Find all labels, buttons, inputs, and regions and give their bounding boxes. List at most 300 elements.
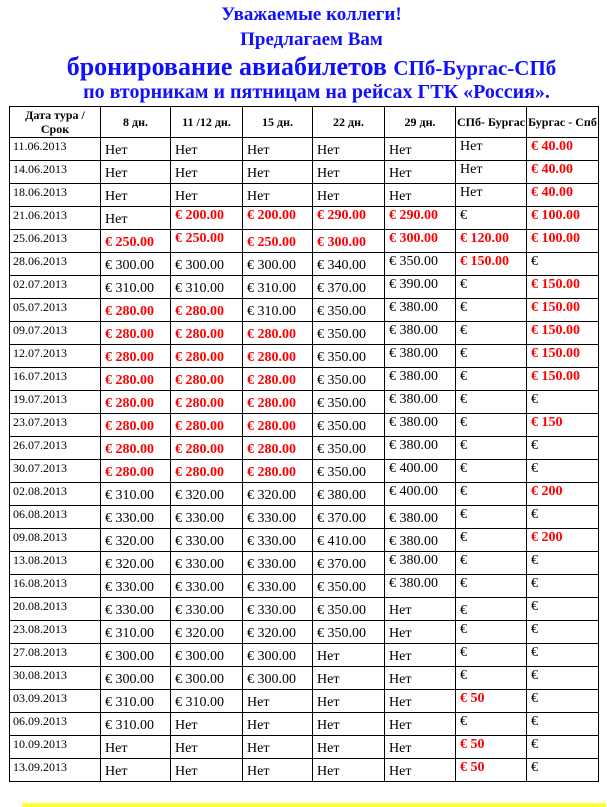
highlighted-price: € 100.00	[531, 231, 580, 246]
price-value: €	[460, 277, 467, 292]
price-cell-spb-burgas	[456, 460, 527, 483]
date-text: 16.07.2013	[13, 369, 67, 383]
date-cell	[10, 644, 101, 667]
date-text: 23.07.2013	[13, 415, 67, 429]
price-cell-22-days	[313, 506, 385, 529]
highlighted-price: € 150.00	[531, 277, 580, 292]
price-cell-11-12-days	[171, 230, 243, 253]
highlighted-price: € 280.00	[105, 373, 154, 388]
price-cell-8-days	[101, 184, 171, 207]
price-cell-15-days	[243, 483, 313, 506]
price-value: €	[531, 645, 538, 660]
column-header-date-term: Дата тура / Срок	[10, 107, 101, 138]
price-cell-spb-burgas	[456, 161, 527, 184]
highlighted-price: € 40.00	[531, 185, 573, 200]
table-row	[10, 736, 599, 759]
price-cell-29-days	[385, 276, 456, 299]
price-cell-22-days	[313, 552, 385, 575]
price-value: €	[460, 553, 467, 568]
price-value: € 310.00	[105, 695, 154, 710]
price-cell-15-days	[243, 598, 313, 621]
date-cell	[10, 230, 101, 253]
table-row	[10, 391, 599, 414]
price-cell-8-days	[101, 345, 171, 368]
price-cell-29-days	[385, 368, 456, 391]
date-cell	[10, 276, 101, 299]
price-value: Нет	[105, 143, 128, 158]
price-value: €	[531, 691, 538, 706]
table-row	[10, 184, 599, 207]
date-text: 09.08.2013	[13, 530, 67, 544]
price-value: €	[460, 461, 467, 476]
price-value: €	[460, 714, 467, 729]
price-cell-11-12-days	[171, 414, 243, 437]
price-cell-11-12-days	[171, 345, 243, 368]
price-cell-burgas-spb	[527, 736, 599, 759]
price-value: €	[460, 576, 467, 591]
price-value: € 330.00	[105, 580, 154, 595]
price-cell-8-days	[101, 713, 171, 736]
price-cell-8-days	[101, 667, 171, 690]
price-value: € 300.00	[175, 672, 224, 687]
date-text: 13.08.2013	[13, 553, 67, 567]
booking-heading	[8, 52, 607, 82]
date-text: 21.06.2013	[13, 208, 67, 222]
table-row	[10, 161, 599, 184]
table-row	[10, 368, 599, 391]
price-value: Нет	[317, 166, 340, 181]
price-cell-29-days	[385, 483, 456, 506]
date-text: 28.06.2013	[13, 254, 67, 268]
price-cell-11-12-days	[171, 552, 243, 575]
price-cell-8-days	[101, 506, 171, 529]
price-cell-8-days	[101, 759, 171, 782]
booking-heading-main: бронирование авиабилетов	[66, 52, 387, 81]
price-value: € 330.00	[247, 580, 296, 595]
price-value: Нет	[247, 718, 270, 733]
price-cell-29-days	[385, 414, 456, 437]
date-text: 27.08.2013	[13, 645, 67, 659]
price-cell-burgas-spb	[527, 598, 599, 621]
price-value: € 400.00	[389, 461, 438, 476]
price-cell-spb-burgas	[456, 575, 527, 598]
highlighted-price: € 280.00	[175, 396, 224, 411]
price-value: € 320.00	[175, 626, 224, 641]
highlighted-price: € 280.00	[175, 465, 224, 480]
price-value: Нет	[105, 212, 128, 227]
date-cell	[10, 138, 101, 161]
price-value: € 320.00	[247, 488, 296, 503]
price-cell-11-12-days	[171, 299, 243, 322]
price-value: € 300.00	[105, 672, 154, 687]
price-value: € 330.00	[175, 557, 224, 572]
price-cell-11-12-days	[171, 207, 243, 230]
price-cell-8-days	[101, 460, 171, 483]
column-header-22-days: 22 дн.	[313, 107, 385, 138]
price-cell-22-days	[313, 276, 385, 299]
price-cell-11-12-days	[171, 483, 243, 506]
price-value: €	[531, 737, 538, 752]
price-value: € 380.00	[389, 415, 438, 430]
price-value: €	[460, 530, 467, 545]
price-value: Нет	[247, 143, 270, 158]
price-cell-29-days	[385, 690, 456, 713]
price-cell-spb-burgas	[456, 230, 527, 253]
price-cell-8-days	[101, 529, 171, 552]
price-cell-15-days	[243, 759, 313, 782]
date-text: 30.07.2013	[13, 461, 67, 475]
price-cell-22-days	[313, 759, 385, 782]
table-row	[10, 483, 599, 506]
date-text: 16.08.2013	[13, 576, 67, 590]
price-cell-22-days	[313, 598, 385, 621]
price-cell-22-days	[313, 368, 385, 391]
price-value: Нет	[317, 649, 340, 664]
date-text: 23.08.2013	[13, 622, 67, 636]
price-value: € 350.00	[317, 396, 366, 411]
price-value: € 350.00	[317, 465, 366, 480]
price-value: Нет	[247, 695, 270, 710]
price-value: Нет	[317, 189, 340, 204]
price-value: Нет	[389, 695, 412, 710]
price-value: Нет	[317, 695, 340, 710]
table-row	[10, 690, 599, 713]
price-value: Нет	[175, 143, 198, 158]
highlighted-price: € 280.00	[175, 327, 224, 342]
price-cell-29-days	[385, 667, 456, 690]
price-value: € 330.00	[105, 511, 154, 526]
price-cell-spb-burgas	[456, 391, 527, 414]
price-cell-11-12-days	[171, 506, 243, 529]
price-cell-11-12-days	[171, 391, 243, 414]
date-text: 02.07.2013	[13, 277, 67, 291]
price-cell-22-days	[313, 161, 385, 184]
price-cell-burgas-spb	[527, 644, 599, 667]
price-cell-22-days	[313, 345, 385, 368]
price-cell-15-days	[243, 713, 313, 736]
price-value: €	[531, 438, 538, 453]
price-value: € 380.00	[389, 438, 438, 453]
date-cell	[10, 253, 101, 276]
table-row	[10, 759, 599, 782]
price-cell-8-days	[101, 575, 171, 598]
price-cell-spb-burgas	[456, 322, 527, 345]
price-value: Нет	[105, 166, 128, 181]
price-cell-8-days	[101, 414, 171, 437]
price-value: € 380.00	[317, 488, 366, 503]
price-value: €	[531, 254, 538, 269]
price-cell-burgas-spb	[527, 690, 599, 713]
price-value: €	[531, 576, 538, 591]
highlighted-price: € 280.00	[105, 327, 154, 342]
table-row	[10, 644, 599, 667]
price-cell-8-days	[101, 437, 171, 460]
price-value: € 310.00	[105, 718, 154, 733]
price-cell-burgas-spb	[527, 299, 599, 322]
price-cell-15-days	[243, 299, 313, 322]
price-cell-11-12-days	[171, 276, 243, 299]
price-value: Нет	[105, 764, 128, 779]
price-value: €	[531, 461, 538, 476]
price-cell-29-days	[385, 644, 456, 667]
price-value: € 330.00	[247, 511, 296, 526]
price-cell-burgas-spb	[527, 253, 599, 276]
price-cell-11-12-days	[171, 598, 243, 621]
price-cell-29-days	[385, 736, 456, 759]
price-value: Нет	[389, 626, 412, 641]
date-text: 19.07.2013	[13, 392, 67, 406]
price-cell-15-days	[243, 736, 313, 759]
price-cell-burgas-spb	[527, 460, 599, 483]
price-cell-burgas-spb	[527, 437, 599, 460]
price-value: € 380.00	[389, 392, 438, 407]
price-value: € 330.00	[247, 603, 296, 618]
price-value: €	[460, 438, 467, 453]
price-value: € 380.00	[389, 300, 438, 315]
price-cell-spb-burgas	[456, 299, 527, 322]
price-cell-burgas-spb	[527, 207, 599, 230]
price-cell-22-days	[313, 644, 385, 667]
price-cell-15-days	[243, 506, 313, 529]
price-value: € 350.00	[317, 442, 366, 457]
price-cell-15-days	[243, 253, 313, 276]
price-cell-15-days	[243, 368, 313, 391]
highlighted-price: € 120.00	[460, 231, 509, 246]
price-cell-burgas-spb	[527, 759, 599, 782]
highlighted-price: € 280.00	[175, 373, 224, 388]
highlighted-price: € 200.00	[175, 208, 224, 223]
price-value: €	[531, 507, 538, 522]
price-value: Нет	[389, 741, 412, 756]
highlighted-price: € 250.00	[105, 235, 154, 250]
price-cell-29-days	[385, 621, 456, 644]
price-cell-11-12-days	[171, 460, 243, 483]
price-value: €	[460, 323, 467, 338]
price-cell-11-12-days	[171, 644, 243, 667]
price-cell-8-days	[101, 621, 171, 644]
price-value: €	[460, 392, 467, 407]
price-cell-8-days	[101, 276, 171, 299]
price-cell-burgas-spb	[527, 713, 599, 736]
table-row	[10, 529, 599, 552]
price-cell-15-days	[243, 161, 313, 184]
price-cell-burgas-spb	[527, 138, 599, 161]
date-cell	[10, 667, 101, 690]
date-cell	[10, 483, 101, 506]
price-cell-15-days	[243, 575, 313, 598]
highlighted-price: € 280.00	[247, 373, 296, 388]
price-value: Нет	[317, 718, 340, 733]
price-cell-22-days	[313, 529, 385, 552]
price-value: € 350.00	[317, 373, 366, 388]
highlighted-price: € 280.00	[175, 442, 224, 457]
price-cell-burgas-spb	[527, 322, 599, 345]
price-cell-spb-burgas	[456, 667, 527, 690]
highlighted-price: € 280.00	[105, 442, 154, 457]
price-cell-spb-burgas	[456, 690, 527, 713]
price-cell-burgas-spb	[527, 345, 599, 368]
price-cell-15-days	[243, 207, 313, 230]
price-cell-22-days	[313, 460, 385, 483]
price-cell-15-days	[243, 138, 313, 161]
price-value: € 390.00	[389, 277, 438, 292]
date-text: 13.09.2013	[13, 760, 67, 774]
price-value: Нет	[389, 166, 412, 181]
price-value: € 350.00	[317, 603, 366, 618]
price-value: Нет	[389, 718, 412, 733]
table-row	[10, 276, 599, 299]
price-cell-29-days	[385, 575, 456, 598]
column-header-29-days: 29 дн.	[385, 107, 456, 138]
price-value: € 330.00	[175, 603, 224, 618]
price-value: €	[460, 369, 467, 384]
price-cell-15-days	[243, 437, 313, 460]
price-cell-8-days	[101, 253, 171, 276]
price-value: € 350.00	[317, 580, 366, 595]
highlighted-price: € 280.00	[105, 304, 154, 319]
price-cell-22-days	[313, 299, 385, 322]
price-cell-burgas-spb	[527, 529, 599, 552]
price-cell-8-days	[101, 644, 171, 667]
highlighted-price: € 290.00	[317, 208, 366, 223]
price-value: € 380.00	[389, 369, 438, 384]
price-cell-29-days	[385, 253, 456, 276]
greeting-heading: Уважаемые коллеги!	[221, 4, 402, 25]
price-value: € 320.00	[175, 488, 224, 503]
price-cell-spb-burgas	[456, 276, 527, 299]
price-cell-burgas-spb	[527, 506, 599, 529]
date-cell	[10, 391, 101, 414]
price-cell-29-days	[385, 299, 456, 322]
table-row	[10, 460, 599, 483]
price-cell-15-days	[243, 230, 313, 253]
highlighted-price: € 50	[460, 760, 485, 775]
table-row	[10, 138, 599, 161]
price-value: Нет	[175, 718, 198, 733]
highlighted-price: € 300.00	[389, 231, 438, 246]
price-value: Нет	[175, 189, 198, 204]
price-cell-29-days	[385, 230, 456, 253]
price-cell-8-days	[101, 598, 171, 621]
price-cell-11-12-days	[171, 667, 243, 690]
table-row	[10, 230, 599, 253]
highlighted-price: € 50	[460, 737, 485, 752]
price-value: € 380.00	[389, 323, 438, 338]
price-cell-spb-burgas	[456, 368, 527, 391]
column-header-8-days: 8 дн.	[101, 107, 171, 138]
price-cell-29-days	[385, 598, 456, 621]
price-cell-15-days	[243, 414, 313, 437]
table-row	[10, 575, 599, 598]
price-cell-15-days	[243, 184, 313, 207]
price-cell-burgas-spb	[527, 276, 599, 299]
price-cell-29-days	[385, 161, 456, 184]
price-value: € 340.00	[317, 258, 366, 273]
date-text: 06.08.2013	[13, 507, 67, 521]
yellow-band	[22, 803, 606, 807]
price-cell-11-12-days	[171, 184, 243, 207]
price-value: € 330.00	[247, 534, 296, 549]
price-value: €	[460, 668, 467, 683]
price-value: €	[531, 668, 538, 683]
highlighted-price: € 50	[460, 691, 485, 706]
price-value: € 330.00	[175, 580, 224, 595]
price-value: € 410.00	[317, 534, 366, 549]
highlighted-price: € 280.00	[105, 465, 154, 480]
price-value: € 380.00	[389, 576, 438, 591]
price-cell-spb-burgas	[456, 483, 527, 506]
date-cell	[10, 345, 101, 368]
date-cell	[10, 460, 101, 483]
price-cell-29-days	[385, 529, 456, 552]
price-cell-29-days	[385, 345, 456, 368]
date-cell	[10, 207, 101, 230]
table-row	[10, 437, 599, 460]
price-cell-29-days	[385, 713, 456, 736]
price-cell-spb-burgas	[456, 184, 527, 207]
column-header-11-12-days: 11 /12 дн.	[171, 107, 243, 138]
price-cell-spb-burgas	[456, 713, 527, 736]
highlighted-price: € 200.00	[247, 208, 296, 223]
price-cell-8-days	[101, 391, 171, 414]
price-cell-22-days	[313, 207, 385, 230]
table-row	[10, 667, 599, 690]
date-text: 25.06.2013	[13, 231, 67, 245]
column-header-spb-burgas: СПб- Бургас	[456, 107, 527, 138]
price-cell-burgas-spb	[527, 161, 599, 184]
price-cell-11-12-days	[171, 690, 243, 713]
date-cell	[10, 368, 101, 391]
price-cell-8-days	[101, 138, 171, 161]
date-text: 09.07.2013	[13, 323, 67, 337]
date-text: 30.08.2013	[13, 668, 67, 682]
highlighted-price: € 300.00	[317, 235, 366, 250]
price-cell-burgas-spb	[527, 368, 599, 391]
price-cell-spb-burgas	[456, 345, 527, 368]
price-value: Нет	[317, 143, 340, 158]
price-value: € 330.00	[175, 511, 224, 526]
price-cell-22-days	[313, 414, 385, 437]
price-cell-29-days	[385, 391, 456, 414]
date-text: 14.06.2013	[13, 162, 67, 176]
date-cell	[10, 690, 101, 713]
price-cell-29-days	[385, 138, 456, 161]
price-value: € 320.00	[247, 626, 296, 641]
highlighted-price: € 150.00	[460, 254, 509, 269]
price-cell-11-12-days	[171, 322, 243, 345]
table-row	[10, 207, 599, 230]
price-value: €	[460, 346, 467, 361]
highlighted-price: € 280.00	[175, 350, 224, 365]
date-cell	[10, 322, 101, 345]
price-cell-15-days	[243, 391, 313, 414]
price-value: Нет	[247, 741, 270, 756]
table-row	[10, 552, 599, 575]
price-cell-spb-burgas	[456, 207, 527, 230]
price-cell-15-days	[243, 276, 313, 299]
price-value: € 370.00	[317, 281, 366, 296]
date-text: 02.08.2013	[13, 484, 67, 498]
highlighted-price: € 280.00	[247, 396, 296, 411]
price-value: € 370.00	[317, 557, 366, 572]
date-cell	[10, 414, 101, 437]
price-cell-22-days	[313, 575, 385, 598]
price-value: Нет	[317, 764, 340, 779]
price-cell-burgas-spb	[527, 667, 599, 690]
price-cell-15-days	[243, 690, 313, 713]
price-cell-29-days	[385, 207, 456, 230]
price-value: € 380.00	[389, 553, 438, 568]
